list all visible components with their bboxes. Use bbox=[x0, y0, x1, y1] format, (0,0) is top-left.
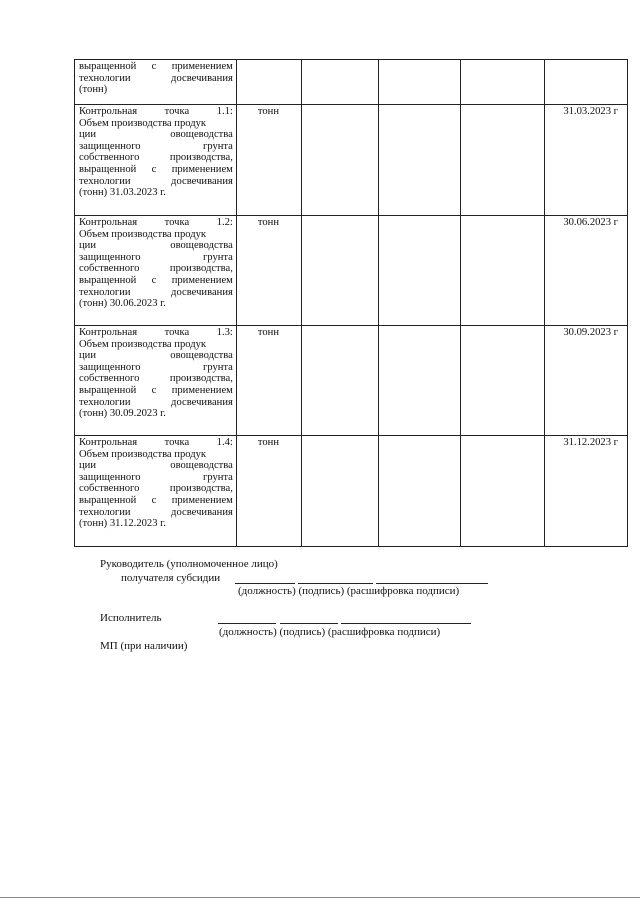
executor-label: Исполнитель bbox=[100, 612, 162, 624]
indicator-cell bbox=[75, 216, 237, 326]
page-bottom-edge bbox=[0, 897, 640, 898]
table-body bbox=[75, 60, 628, 547]
indicator-text-line: выращенной с применением bbox=[79, 384, 233, 396]
date-cell: 30.06.2023 г bbox=[544, 216, 628, 326]
table-row bbox=[75, 436, 628, 547]
date-cell bbox=[544, 60, 628, 105]
indicator-text-line: защищенного грунта bbox=[79, 471, 233, 483]
unit-cell: тонн bbox=[236, 326, 301, 436]
indicator-text-line: Объем производства продук bbox=[79, 448, 207, 460]
head-title: Руководитель (уполномоченное лицо) bbox=[100, 558, 278, 570]
indicator-text-line: защищенного грунта bbox=[79, 140, 233, 152]
indicator-cell bbox=[75, 436, 237, 547]
indicator-text-line: технологии досвечивания bbox=[79, 286, 233, 298]
table-row bbox=[75, 216, 628, 326]
name-line bbox=[376, 583, 488, 584]
indicator-text-line: Объем производства продук bbox=[79, 117, 207, 129]
executor-name-line bbox=[341, 623, 471, 624]
indicator-text-line: ции овощеводства bbox=[79, 460, 233, 472]
indicator-text-line: собственного производства, bbox=[79, 152, 233, 164]
indicator-text-line: технологии досвечивания bbox=[79, 506, 233, 518]
indicator-text-line: защищенного грунта bbox=[79, 251, 233, 263]
indicator-text-line: Контрольная точка 1.1: bbox=[79, 106, 233, 117]
indicator-text-line: ции овощеводства bbox=[79, 350, 233, 362]
unit-cell: тонн bbox=[236, 105, 301, 216]
indicator-text-line: (тонн) 31.12.2023 г. bbox=[79, 518, 166, 530]
indicator-cell bbox=[75, 60, 237, 105]
indicator-text-line: Контрольная точка 1.4: bbox=[79, 437, 233, 448]
value-cell-3 bbox=[461, 436, 544, 547]
indicator-text-line: выращенной с применением bbox=[79, 61, 233, 72]
indicator-text-line: выращенной с применением bbox=[79, 494, 233, 506]
indicator-cell bbox=[75, 326, 237, 436]
indicator-text-line: Объем производства продук bbox=[79, 228, 207, 240]
value-cell-2 bbox=[378, 216, 460, 326]
value-cell-1 bbox=[302, 60, 378, 105]
value-cell-1 bbox=[302, 105, 378, 216]
date-cell: 31.03.2023 г bbox=[544, 105, 628, 216]
value-cell-1 bbox=[302, 326, 378, 436]
value-cell-2 bbox=[378, 436, 460, 547]
stamp-note: МП (при наличии) bbox=[100, 640, 188, 652]
indicator-text-line: (тонн) 30.06.2023 г. bbox=[79, 298, 166, 310]
executor-caption: (должность) (подпись) (расшифровка подписи) bbox=[219, 626, 441, 638]
date-cell: 30.09.2023 г bbox=[544, 326, 628, 436]
indicator-text-line: ции овощеводства bbox=[79, 240, 233, 252]
executor-signature-line bbox=[280, 623, 338, 624]
value-cell-3 bbox=[461, 216, 544, 326]
indicator-text-line: выращенной с применением bbox=[79, 274, 233, 286]
table-row bbox=[75, 60, 628, 105]
unit-cell bbox=[236, 60, 301, 105]
indicator-text-line: Контрольная точка 1.2: bbox=[79, 217, 233, 228]
indicator-text-line: технологии досвечивания bbox=[79, 396, 233, 408]
indicator-cell bbox=[75, 105, 237, 216]
checkpoints-table bbox=[74, 59, 628, 547]
date-cell: 31.12.2023 г bbox=[544, 436, 628, 547]
indicator-text-line: (тонн) bbox=[79, 84, 108, 96]
indicator-text-line: собственного производства, bbox=[79, 483, 233, 495]
indicator-text-line: защищенного грунта bbox=[79, 361, 233, 373]
value-cell-1 bbox=[302, 436, 378, 547]
head-caption: (должность) (подпись) (расшифровка подписи) bbox=[238, 585, 460, 597]
unit-cell: тонн bbox=[236, 436, 301, 547]
value-cell-2 bbox=[378, 105, 460, 216]
table-row bbox=[75, 105, 628, 216]
value-cell-1 bbox=[302, 216, 378, 326]
indicator-text-line: собственного производства, bbox=[79, 373, 233, 385]
indicator-text-line: технологии досвечивания bbox=[79, 175, 233, 187]
value-cell-3 bbox=[461, 326, 544, 436]
signature-line bbox=[298, 583, 373, 584]
value-cell-2 bbox=[378, 326, 460, 436]
value-cell-3 bbox=[461, 105, 544, 216]
value-cell-3 bbox=[461, 60, 544, 105]
value-cell-2 bbox=[378, 60, 460, 105]
indicator-text-line: Контрольная точка 1.3: bbox=[79, 327, 233, 338]
indicator-text-line: (тонн) 31.03.2023 г. bbox=[79, 187, 166, 199]
indicator-text-line: (тонн) 30.09.2023 г. bbox=[79, 408, 166, 420]
executor-position-line bbox=[218, 623, 276, 624]
indicator-text-line: ции овощеводства bbox=[79, 129, 233, 141]
head-subtitle: получателя субсидии bbox=[121, 572, 221, 584]
unit-cell: тонн bbox=[236, 216, 301, 326]
table-row bbox=[75, 326, 628, 436]
indicator-text-line: собственного производства, bbox=[79, 263, 233, 275]
indicator-text-line: технологии досвечивания bbox=[79, 72, 233, 84]
position-line bbox=[235, 583, 295, 584]
indicator-text-line: Объем производства продук bbox=[79, 338, 207, 350]
indicator-text-line: выращенной с применением bbox=[79, 163, 233, 175]
